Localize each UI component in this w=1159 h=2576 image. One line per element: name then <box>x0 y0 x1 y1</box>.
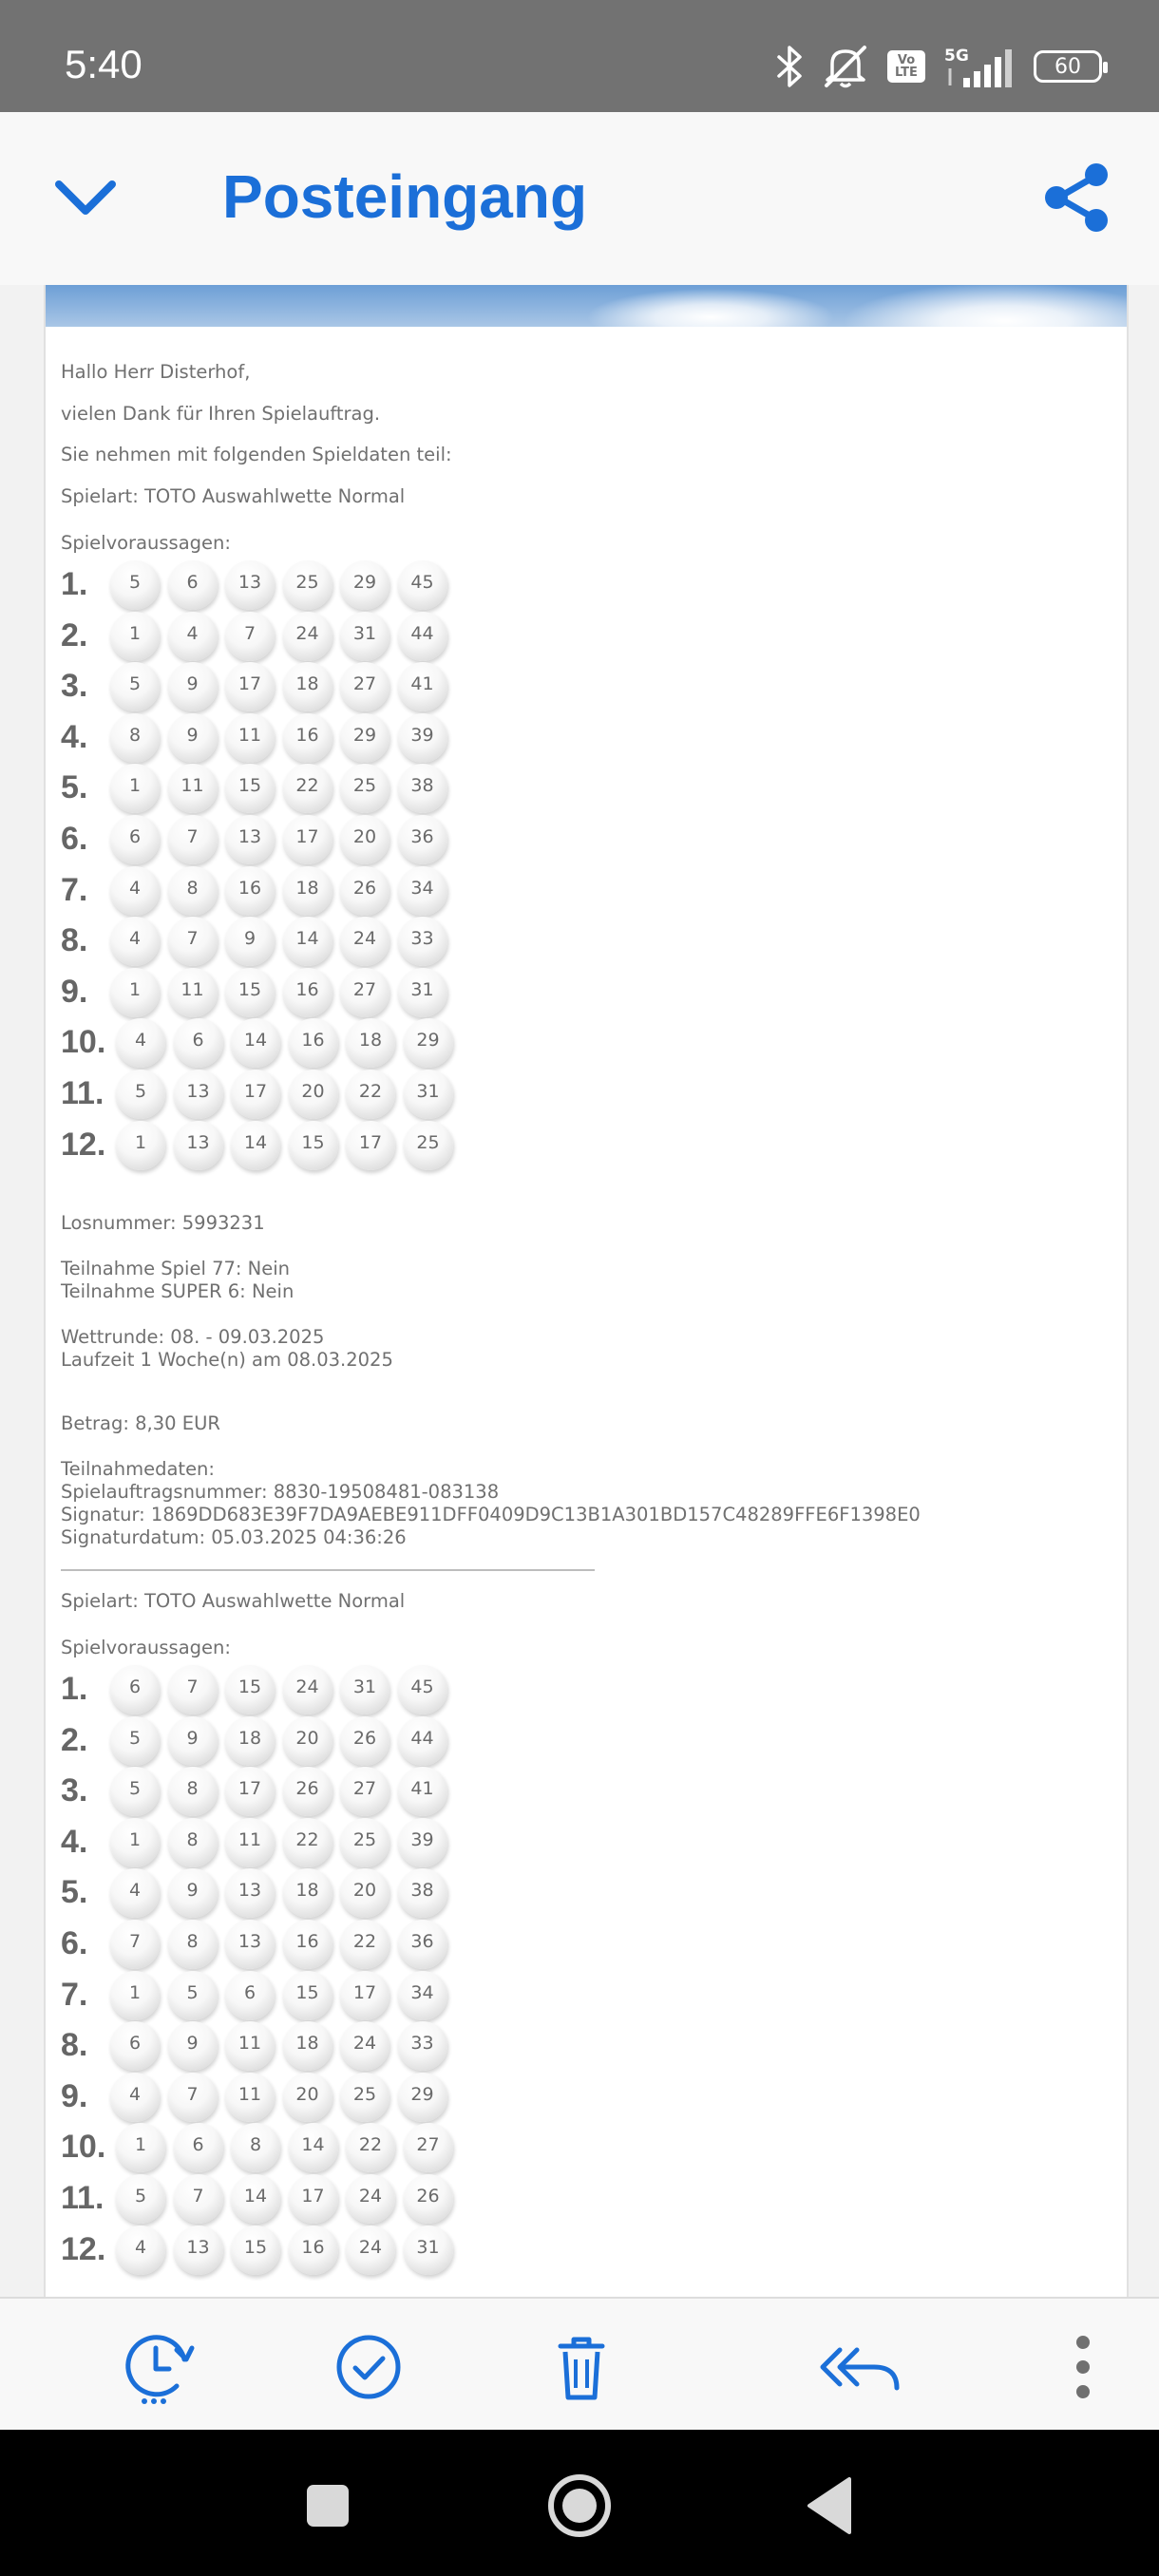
auftragsnummer-text: Spielauftragsnummer: 8830-19508481-083138 <box>61 1481 500 1503</box>
row-number: 11. <box>61 1075 104 1111</box>
header-banner-image <box>46 285 1127 327</box>
number-ball: 27 <box>340 1767 390 1816</box>
mark-done-button[interactable] <box>329 2327 408 2407</box>
number-ball: 17 <box>289 2174 338 2224</box>
number-ball: 9 <box>168 713 218 763</box>
number-ball: 15 <box>231 2226 280 2275</box>
row-number: 12. <box>61 1126 106 1163</box>
number-ball: 16 <box>289 2226 338 2275</box>
number-ball: 22 <box>346 1070 395 1119</box>
number-ball: 6 <box>174 2123 223 2172</box>
number-ball: 15 <box>225 1665 275 1714</box>
number-ball: 17 <box>225 662 275 711</box>
silent-bell-icon <box>821 44 870 89</box>
back-triangle-icon <box>792 2468 868 2544</box>
number-ball: 6 <box>168 560 218 610</box>
number-ball: 22 <box>346 2123 395 2172</box>
trash-icon <box>542 2327 621 2407</box>
number-ball: 8 <box>168 1920 218 1969</box>
losnummer-text: Losnummer: 5993231 <box>61 1212 265 1234</box>
number-ball: 22 <box>283 764 332 813</box>
row-number: 2. <box>61 616 88 653</box>
number-ball: 17 <box>231 1070 280 1119</box>
number-ball: 24 <box>346 2226 395 2275</box>
number-ball: 29 <box>340 560 390 610</box>
number-ball: 7 <box>225 612 275 661</box>
number-ball: 20 <box>289 1070 338 1119</box>
number-ball: 5 <box>110 1767 160 1816</box>
number-ball: 18 <box>283 866 332 916</box>
number-ball: 8 <box>231 2123 280 2172</box>
number-ball: 14 <box>231 1018 280 1068</box>
row-number: 6. <box>61 1925 88 1961</box>
number-ball: 13 <box>225 560 275 610</box>
number-ball: 16 <box>289 1018 338 1068</box>
number-ball: 14 <box>231 2174 280 2224</box>
number-ball: 20 <box>283 1716 332 1766</box>
reply-all-button[interactable] <box>813 2327 908 2407</box>
reply-all-icon <box>813 2327 908 2407</box>
row-number: 5. <box>61 769 88 806</box>
row-number: 9. <box>61 2077 88 2114</box>
number-ball: 33 <box>398 917 447 966</box>
signal-5g-icon <box>942 44 1016 89</box>
number-ball: 1 <box>110 612 160 661</box>
number-ball: 38 <box>398 764 447 813</box>
number-ball: 44 <box>398 1716 447 1766</box>
number-ball: 8 <box>168 1818 218 1867</box>
number-ball: 26 <box>340 1716 390 1766</box>
number-ball: 18 <box>225 1716 275 1766</box>
snooze-button[interactable] <box>118 2327 198 2407</box>
number-ball: 1 <box>110 764 160 813</box>
number-ball: 24 <box>283 612 332 661</box>
number-ball: 24 <box>283 1665 332 1714</box>
number-ball: 6 <box>110 815 160 864</box>
number-ball: 18 <box>283 2021 332 2071</box>
number-ball: 13 <box>225 815 275 864</box>
number-ball: 29 <box>340 713 390 763</box>
number-ball: 5 <box>116 1070 165 1119</box>
number-ball: 13 <box>225 1868 275 1918</box>
number-ball: 5 <box>110 560 160 610</box>
number-ball: 5 <box>110 662 160 711</box>
row-number: 1. <box>61 1671 88 1707</box>
number-ball: 7 <box>168 1665 218 1714</box>
folder-title: Posteingang <box>222 162 588 231</box>
number-ball: 16 <box>225 866 275 916</box>
mail-header <box>0 112 1159 285</box>
number-ball: 31 <box>404 1070 453 1119</box>
number-ball: 26 <box>283 1767 332 1816</box>
status-time: 5:40 <box>65 42 142 86</box>
row-number: 8. <box>61 2027 88 2064</box>
number-ball: 24 <box>340 917 390 966</box>
bluetooth-icon <box>775 45 804 88</box>
number-ball: 25 <box>404 1121 453 1170</box>
number-ball: 27 <box>404 2123 453 2172</box>
super6-text: Teilnahme SUPER 6: Nein <box>61 1280 294 1302</box>
row-number: 9. <box>61 973 88 1010</box>
number-ball: 1 <box>116 2123 165 2172</box>
number-ball: 1 <box>110 1971 160 2020</box>
thanks-text: vielen Dank für Ihren Spielauftrag. <box>61 403 381 425</box>
divider <box>61 1569 595 1571</box>
number-ball: 13 <box>174 1070 223 1119</box>
number-ball: 4 <box>110 2073 160 2122</box>
number-ball: 34 <box>398 866 447 916</box>
chevron-down-icon <box>48 161 124 237</box>
svg-text:5G: 5G <box>944 47 969 66</box>
row-number: 4. <box>61 1823 88 1860</box>
number-ball: 22 <box>340 1920 390 1969</box>
mail-body[interactable] <box>0 285 1159 2297</box>
number-ball: 25 <box>340 1818 390 1867</box>
more-vertical-icon <box>1043 2327 1123 2407</box>
number-ball: 36 <box>398 1920 447 1969</box>
back-button[interactable] <box>792 2468 868 2544</box>
number-ball: 6 <box>225 1971 275 2020</box>
number-ball: 9 <box>225 917 275 966</box>
square-icon <box>290 2468 366 2544</box>
number-ball: 7 <box>110 1920 160 1969</box>
number-ball: 18 <box>283 1868 332 1918</box>
collapse-button[interactable] <box>48 161 124 237</box>
mail-action-bar <box>0 2297 1159 2432</box>
greeting-text: Hallo Herr Disterhof, <box>61 361 251 383</box>
intro-text: Sie nehmen mit folgenden Spieldaten teil: <box>61 444 452 465</box>
number-ball: 34 <box>398 1971 447 2020</box>
number-ball: 45 <box>398 1665 447 1714</box>
row-number: 5. <box>61 1874 88 1911</box>
number-ball: 4 <box>116 1018 165 1068</box>
number-ball: 1 <box>110 968 160 1017</box>
number-ball: 22 <box>283 1818 332 1867</box>
number-ball: 1 <box>116 1121 165 1170</box>
signatur-text: Signatur: 1869DD683E39F7DA9AEBE911DFF0409D9C13B1A301BD157C48289FFE6F1398E0 <box>61 1504 921 1525</box>
number-ball: 17 <box>225 1767 275 1816</box>
row-number: 7. <box>61 871 88 908</box>
checkmark-circle-icon <box>329 2327 408 2407</box>
number-ball: 9 <box>168 1716 218 1766</box>
number-ball: 20 <box>283 2073 332 2122</box>
number-ball: 45 <box>398 560 447 610</box>
number-ball: 16 <box>283 713 332 763</box>
spielart-text: Spielart: TOTO Auswahlwette Normal <box>61 485 406 507</box>
number-ball: 20 <box>340 1868 390 1918</box>
number-ball: 16 <box>283 968 332 1017</box>
recents-button[interactable] <box>290 2468 366 2544</box>
number-ball: 6 <box>110 1665 160 1714</box>
number-ball: 31 <box>340 612 390 661</box>
number-ball: 8 <box>110 713 160 763</box>
number-ball: 5 <box>168 1971 218 2020</box>
number-ball: 41 <box>398 662 447 711</box>
row-number: 8. <box>61 922 88 959</box>
number-ball: 36 <box>398 815 447 864</box>
number-ball: 18 <box>346 1018 395 1068</box>
number-ball: 29 <box>398 2073 447 2122</box>
number-ball: 26 <box>404 2174 453 2224</box>
number-ball: 9 <box>168 2021 218 2071</box>
number-ball: 31 <box>340 1665 390 1714</box>
number-ball: 11 <box>225 2021 275 2071</box>
home-button[interactable] <box>542 2468 618 2544</box>
number-ball: 7 <box>168 2073 218 2122</box>
number-ball: 24 <box>340 2021 390 2071</box>
row-number: 7. <box>61 1976 88 2013</box>
number-ball: 26 <box>340 866 390 916</box>
number-ball: 25 <box>340 2073 390 2122</box>
number-ball: 7 <box>174 2174 223 2224</box>
number-ball: 4 <box>110 866 160 916</box>
number-ball: 8 <box>168 1767 218 1816</box>
status-icons <box>775 42 1102 91</box>
number-ball: 24 <box>346 2174 395 2224</box>
betrag-text: Betrag: 8,30 EUR <box>61 1412 220 1434</box>
number-ball: 39 <box>398 1818 447 1867</box>
row-number: 1. <box>61 566 88 602</box>
battery-icon: 60 <box>1034 50 1102 83</box>
number-ball: 1 <box>110 1818 160 1867</box>
row-number: 10. <box>61 1024 106 1061</box>
number-ball: 25 <box>283 560 332 610</box>
number-ball: 14 <box>231 1121 280 1170</box>
share-button[interactable] <box>1039 160 1115 236</box>
voraussagen-label: Spielvoraussagen: <box>61 532 231 554</box>
number-ball: 4 <box>110 917 160 966</box>
home-circle-icon <box>542 2468 618 2544</box>
number-ball: 4 <box>168 612 218 661</box>
number-ball: 33 <box>398 2021 447 2071</box>
number-ball: 11 <box>225 713 275 763</box>
number-ball: 20 <box>340 815 390 864</box>
signaturdatum-text: Signaturdatum: 05.03.2025 04:36:26 <box>61 1526 407 1548</box>
share-icon <box>1039 160 1115 236</box>
number-ball: 17 <box>346 1121 395 1170</box>
number-ball: 41 <box>398 1767 447 1816</box>
number-ball: 6 <box>174 1018 223 1068</box>
row-number: 2. <box>61 1721 88 1758</box>
laufzeit-text: Laufzeit 1 Woche(n) am 08.03.2025 <box>61 1349 393 1371</box>
number-ball: 44 <box>398 612 447 661</box>
number-ball: 39 <box>398 713 447 763</box>
row-number: 3. <box>61 1772 88 1809</box>
number-ball: 17 <box>340 1971 390 2020</box>
teilnahmedaten-label: Teilnahmedaten: <box>61 1458 215 1480</box>
number-ball: 15 <box>283 1971 332 2020</box>
number-ball: 38 <box>398 1868 447 1918</box>
row-number: 11. <box>61 2180 104 2216</box>
number-ball: 16 <box>283 1920 332 1969</box>
voraussagen-label: Spielvoraussagen: <box>61 1637 231 1658</box>
number-ball: 11 <box>168 968 218 1017</box>
number-ball: 31 <box>398 968 447 1017</box>
number-ball: 7 <box>168 917 218 966</box>
number-ball: 18 <box>283 662 332 711</box>
number-ball: 4 <box>116 2226 165 2275</box>
number-ball: 14 <box>283 917 332 966</box>
wettrunde-text: Wettrunde: 08. - 09.03.2025 <box>61 1326 325 1348</box>
spielart-text: Spielart: TOTO Auswahlwette Normal <box>61 1590 406 1612</box>
number-ball: 27 <box>340 968 390 1017</box>
number-ball: 13 <box>225 1920 275 1969</box>
system-nav-bar <box>0 2430 1159 2576</box>
more-options-button[interactable] <box>1043 2327 1123 2407</box>
delete-button[interactable] <box>542 2327 621 2407</box>
number-ball: 25 <box>340 764 390 813</box>
number-ball: 15 <box>225 968 275 1017</box>
number-ball: 27 <box>340 662 390 711</box>
number-ball: 11 <box>168 764 218 813</box>
number-ball: 11 <box>225 1818 275 1867</box>
number-ball: 17 <box>283 815 332 864</box>
row-number: 12. <box>61 2230 106 2267</box>
number-ball: 13 <box>174 2226 223 2275</box>
number-ball: 13 <box>174 1121 223 1170</box>
row-number: 4. <box>61 718 88 755</box>
number-ball: 5 <box>110 1716 160 1766</box>
number-ball: 8 <box>168 866 218 916</box>
snooze-icon <box>118 2327 198 2407</box>
number-ball: 29 <box>404 1018 453 1068</box>
number-ball: 14 <box>289 2123 338 2172</box>
volte-icon: Vo LTE <box>887 50 925 83</box>
number-ball: 11 <box>225 2073 275 2122</box>
number-ball: 15 <box>225 764 275 813</box>
number-ball: 6 <box>110 2021 160 2071</box>
number-ball: 15 <box>289 1121 338 1170</box>
row-number: 3. <box>61 668 88 705</box>
spiel77-text: Teilnahme Spiel 77: Nein <box>61 1258 291 1279</box>
number-ball: 9 <box>168 1868 218 1918</box>
number-ball: 31 <box>404 2226 453 2275</box>
number-ball: 9 <box>168 662 218 711</box>
number-ball: 4 <box>110 1868 160 1918</box>
status-bar <box>0 0 1159 112</box>
number-ball: 7 <box>168 815 218 864</box>
row-number: 10. <box>61 2129 106 2166</box>
mail-card <box>44 285 1129 2297</box>
row-number: 6. <box>61 821 88 857</box>
number-ball: 5 <box>116 2174 165 2224</box>
